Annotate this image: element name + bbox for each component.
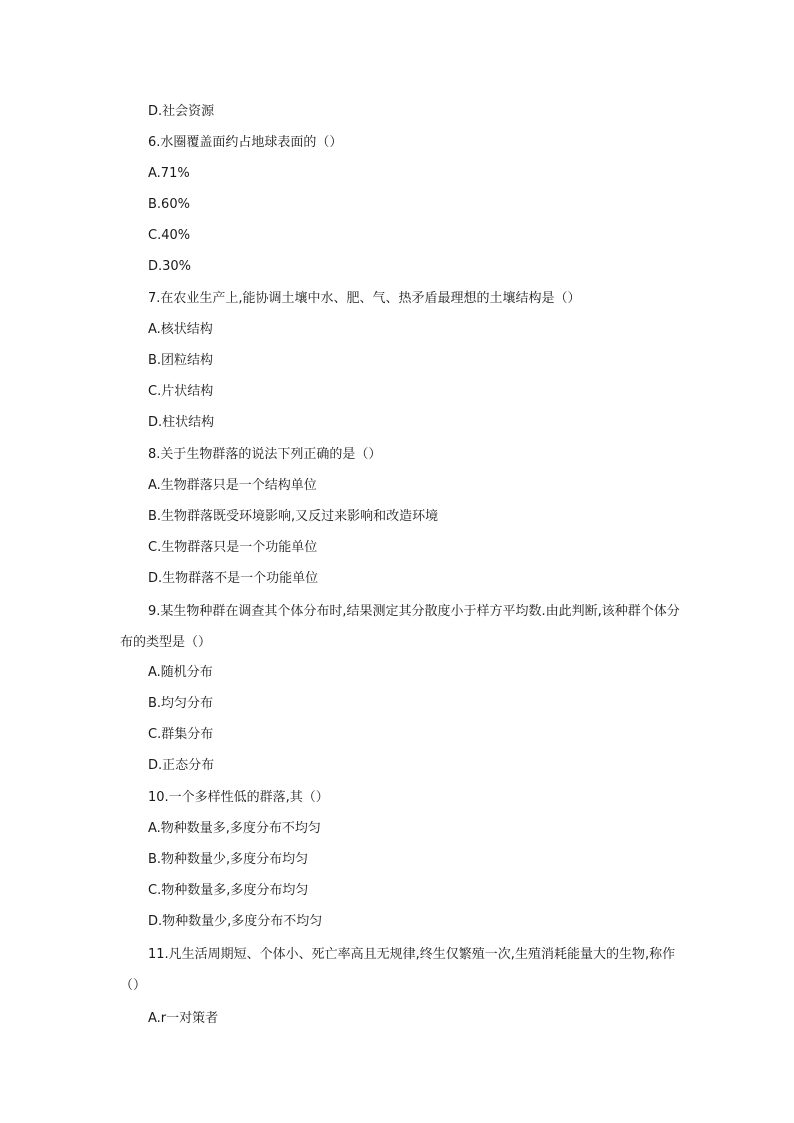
- option-c-q6: C.40%: [148, 228, 191, 243]
- question-11: 11.凡生活周期短、个体小、死亡率高且无规律,终生仅繁殖一次,生殖消耗能量大的生物,称作（）: [120, 947, 676, 993]
- option-b-q7: B.团粒结构: [148, 353, 214, 368]
- option-a-q7: A.核状结构: [148, 322, 213, 337]
- option-c-q7: C.片状结构: [148, 384, 214, 399]
- option-d-q5: D.社会资源: [148, 104, 215, 119]
- option-d-q7: D.柱状结构: [148, 415, 215, 430]
- option-a-q9: A.随机分布: [148, 665, 213, 680]
- question-8: 8.关于生物群落的说法下列正确的是（）: [148, 447, 382, 462]
- option-d-q9: D.正态分布: [148, 758, 215, 773]
- option-a-q8: A.生物群落只是一个结构单位: [148, 478, 317, 493]
- option-d-q6: D.30%: [148, 259, 192, 274]
- option-b-q10: B.物种数量少,多度分布均匀: [148, 852, 309, 867]
- option-d-q8: D.生物群落不是一个功能单位: [148, 571, 319, 586]
- option-c-q9: C.群集分布: [148, 727, 214, 742]
- option-a-q6: A.71%: [148, 166, 190, 181]
- option-a-q10: A.物种数量多,多度分布不均匀: [148, 821, 321, 836]
- option-c-q10: C.物种数量多,多度分布均匀: [148, 883, 309, 898]
- option-b-q9: B.均匀分布: [148, 696, 214, 711]
- question-7: 7.在农业生产上,能协调土壤中水、肥、气、热矛盾最理想的土壤结构是（）: [148, 291, 581, 306]
- question-9: 9.某生物种群在调查其个体分布时,结果测定其分散度小于样方平均数.由此判断,该种群个体分布的类型是（）: [120, 604, 680, 650]
- option-b-q8: B.生物群落既受环境影响,又反过来影响和改造环境: [148, 509, 439, 524]
- option-b-q6: B.60%: [148, 197, 190, 212]
- option-a-q11: A.r一对策者: [148, 1011, 219, 1026]
- question-6: 6.水圈覆盖面约占地球表面的（）: [148, 135, 343, 150]
- question-10: 10.一个多样性低的群落,其（）: [148, 790, 329, 805]
- option-d-q10: D.物种数量少,多度分布不均匀: [148, 914, 323, 929]
- option-c-q8: C.生物群落只是一个功能单位: [148, 540, 318, 555]
